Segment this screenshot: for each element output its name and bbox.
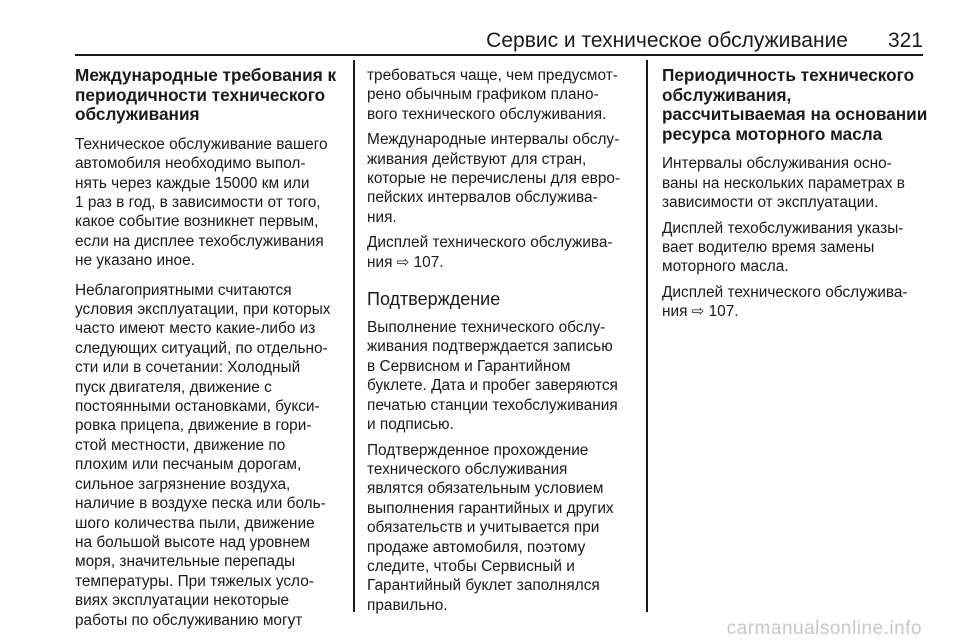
paragraph-severe-conditions: Неблагоприятными считаются условия эксплуатации, при которых часто имеют место какие-либо из следующих ситуаций, по отдельно- сти или в сочетании: Холодный пуск двигателя, движение с постоянными остановками, букси- ровка прицепа, движение в гори- стой местности, движение по плохим или песчаным дорогам, сильное загрязнение воздуха, наличие в воздухе песка или боль- шого количества пыли, движение на большой высоте над уровнем моря, значительные перепады температуры. При тяжелых усло- виях эксплуатации некоторые работы по обслуживанию могут (75, 281, 331, 629)
column-divider-2 (646, 60, 648, 612)
paragraph-service-interval: Техническое обслуживание вашего автомобиля необходимо выпол- нять через каждые 15000 км или 1 раз в год, в зависимости от того, какое событие возникнет первым, если на дисплее техобслуживания не указано иное. (75, 135, 328, 270)
paragraph-international-countries: Международные интервалы обслу- живания действуют для стран, которые не перечислены для евро- пейских интервалов обслужива- ния. (367, 131, 621, 226)
column-2 (367, 66, 639, 625)
column-3 (662, 66, 934, 332)
paragraph-confirmation: Выполнение технического обслу- живания подтверждается записью в Сервисном и Гарантийном буклете. Дата и пробег заверяются печатью станции техобслуживания и подписью. (367, 319, 618, 434)
page-title: Сервис и техническое обслуживание (486, 29, 848, 52)
page-header (0, 28, 960, 56)
cross-reference-arrow-icon: ⇨ (691, 303, 705, 321)
page-number: 321 (887, 29, 923, 52)
column-1 (75, 66, 347, 640)
column-divider-1 (353, 60, 355, 612)
reference-page[interactable]: 107. (708, 303, 739, 321)
paragraph-display-reference-2 (662, 283, 934, 322)
section-heading-oil-life-intervals: Периодичность технического обслуживания, рассчитываемая на основании ресурса моторного масла (662, 66, 928, 144)
paragraph-confirmed-service: Подтвержденное прохождение технического обслуживания являтся обязательным условием выполнения гарантийных и других обязательств и учитывается при продаже автомобиля, поэтому следите, чтобы Сервисный и Гарантийный буклет заполнялся правильно. (367, 441, 614, 614)
reference-text: Дисплей технического обслужива- ния (367, 234, 613, 271)
watermark: carmanualsonline.info (726, 618, 922, 639)
cross-reference-arrow-icon: ⇨ (396, 253, 410, 271)
paragraph-continued: требоваться чаще, чем предусмот- рено обычным графиком плано- вого технического обслуживания. (367, 67, 618, 123)
reference-page[interactable]: 107. (413, 253, 444, 271)
paragraph-interval-parameters: Интервалы обслуживания осно- ваны на нескольких параметрах в зависимости от эксплуатации. (662, 155, 905, 212)
paragraph-oil-change-display: Дисплей техобслуживания указы- вает водителю время замены моторного масла. (662, 219, 904, 276)
section-heading-international-intervals: Международные требования к периодичности технического обслуживания (75, 66, 337, 125)
reference-text: Дисплей технического обслужива- ния (662, 283, 908, 321)
header-rule (75, 54, 923, 56)
paragraph-display-reference (367, 233, 639, 272)
section-heading-confirmation: Подтверждение (367, 289, 501, 310)
